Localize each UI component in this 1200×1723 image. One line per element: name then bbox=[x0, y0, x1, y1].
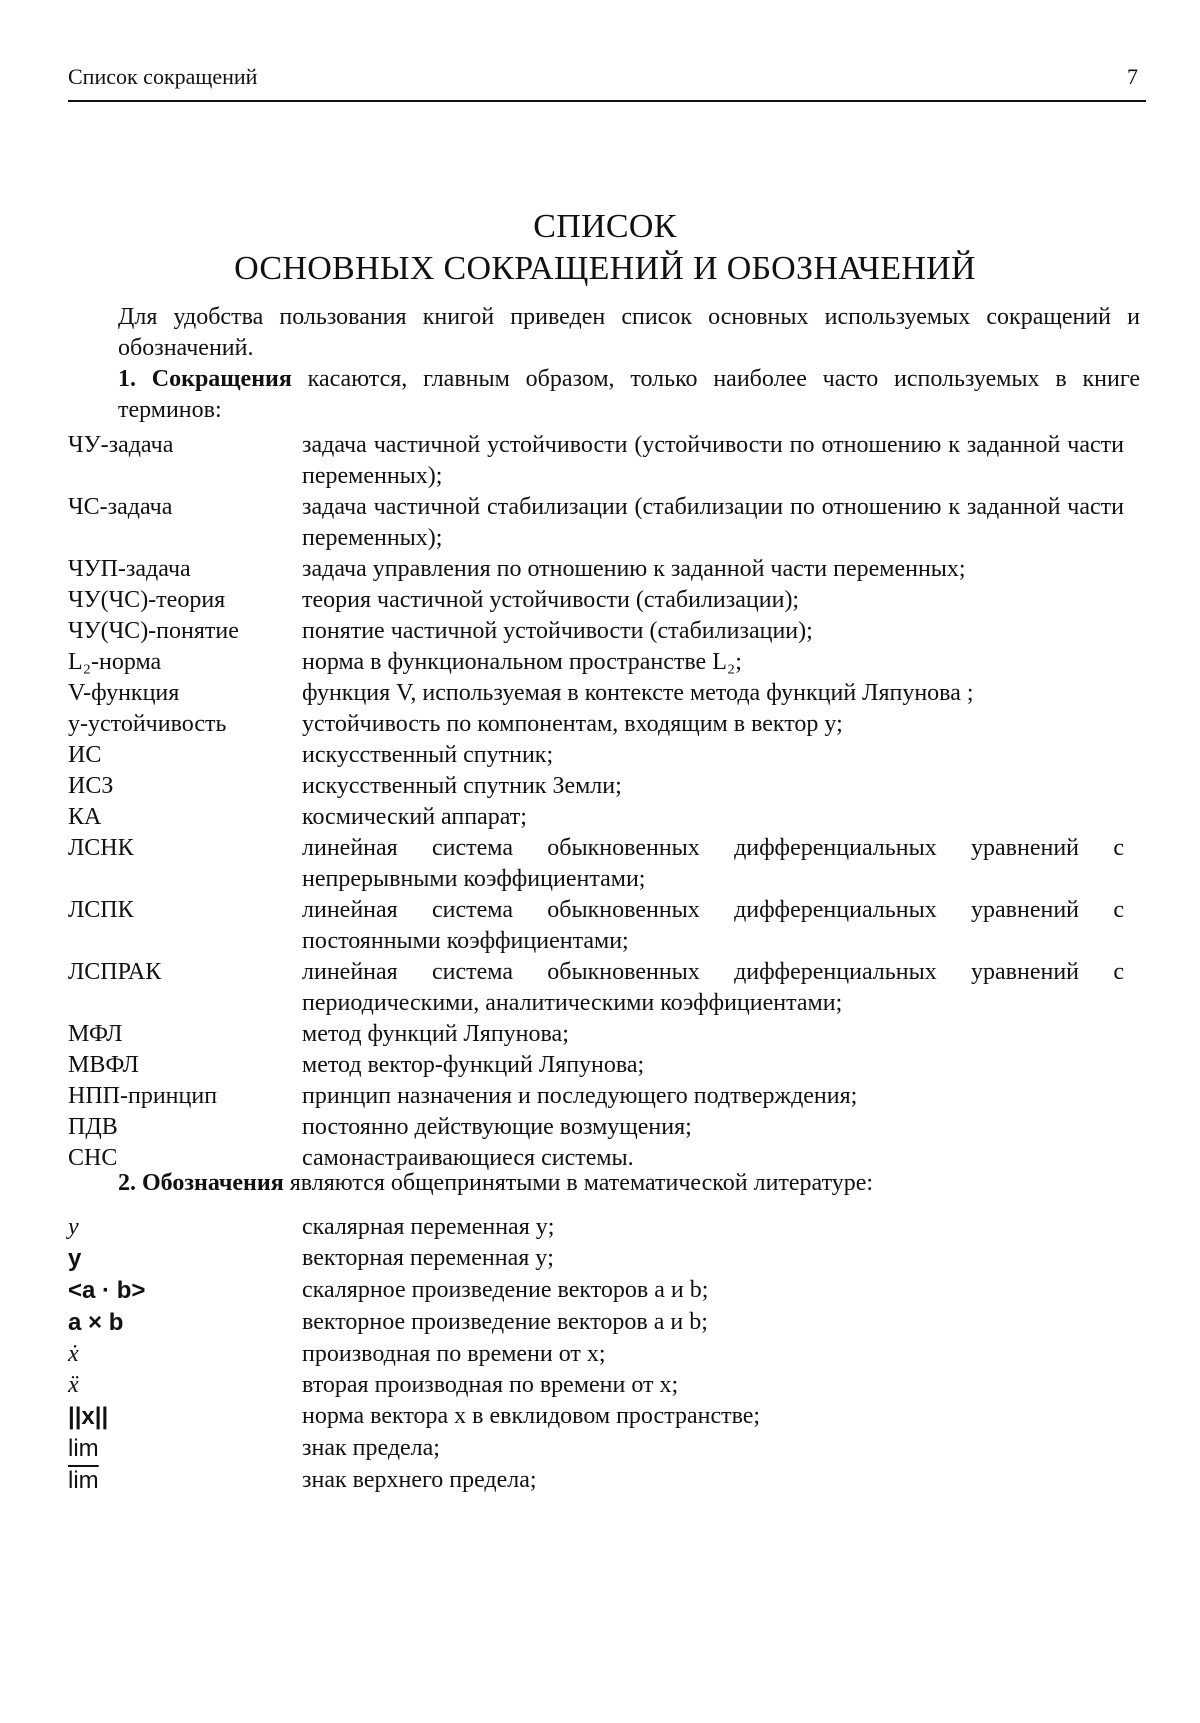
intro-text: Для удобства пользования книгой приведен список основных используемых сокращений и обозначений. bbox=[118, 304, 1140, 361]
abbreviation-row bbox=[68, 709, 1124, 740]
abbreviation-definition: понятие частичной устойчивости (стабилизации); bbox=[302, 618, 813, 644]
abbreviation-row bbox=[68, 1112, 1124, 1143]
abbreviation-row bbox=[68, 1050, 1124, 1081]
abbreviation-definition: теория частичной устойчивости (стабилизации); bbox=[302, 587, 800, 613]
abbreviation-row bbox=[68, 1019, 1124, 1050]
abbreviation-definition: принцип назначения и последующего подтверждения; bbox=[302, 1083, 858, 1109]
notation-definition: векторное произведение векторов a и b; bbox=[302, 1309, 708, 1335]
abbreviation-definition: линейная система обыкновенных дифференциальных уравнений с непрерывными коэффициентами; bbox=[302, 835, 1124, 892]
abbreviation-definition: устойчивость по компонентам, входящим в вектор у; bbox=[302, 711, 843, 737]
running-head-section: Список сокращений bbox=[68, 64, 258, 89]
abbreviation-term: ЛСПК bbox=[68, 897, 134, 923]
abbreviation-definition: постоянно действующие возмущения; bbox=[302, 1114, 692, 1140]
notation-row bbox=[68, 1339, 1124, 1370]
abbreviation-definition: искусственный спутник Земли; bbox=[302, 773, 622, 799]
abbreviation-row bbox=[68, 430, 1124, 492]
section1-heading: 1. Сокращения bbox=[118, 366, 292, 392]
abbreviation-term: ЧС-задача bbox=[68, 494, 173, 520]
notation-symbol: lim bbox=[68, 1435, 99, 1462]
page-number: 7 bbox=[1127, 64, 1138, 89]
notation-row bbox=[68, 1212, 1124, 1243]
abbreviation-row bbox=[68, 678, 1124, 709]
notation-symbol: <a · b> bbox=[68, 1277, 146, 1304]
abbreviation-row bbox=[68, 492, 1124, 554]
abbreviation-term: L₂-норма bbox=[68, 649, 162, 675]
abbreviation-row bbox=[68, 802, 1124, 833]
notation-symbol: ẋ bbox=[68, 1341, 79, 1367]
abbreviation-term: ЧУ-задача bbox=[68, 432, 174, 458]
notation-row bbox=[68, 1433, 1124, 1465]
abbreviation-row bbox=[68, 1081, 1124, 1112]
abbreviation-definition: задача частичной стабилизации (стабилизации по отношению к заданной части переменных); bbox=[302, 494, 1124, 551]
abbreviation-term: КА bbox=[68, 804, 102, 830]
abbreviation-row bbox=[68, 895, 1124, 957]
notation-definition: скалярное произведение векторов a и b; bbox=[302, 1277, 709, 1303]
abbreviation-definition: искусственный спутник; bbox=[302, 742, 554, 768]
abbreviation-row bbox=[68, 585, 1124, 616]
abbreviation-term: ПДВ bbox=[68, 1114, 118, 1140]
notation-symbol: ẍ bbox=[68, 1372, 79, 1398]
abbreviation-row bbox=[68, 554, 1124, 585]
abbreviation-row bbox=[68, 647, 1124, 678]
notations-table bbox=[68, 1212, 1124, 1497]
title-line-1: СПИСОК bbox=[533, 208, 677, 245]
abbreviation-row bbox=[68, 616, 1124, 647]
section2-text bbox=[68, 1168, 1140, 1199]
abbreviation-term: ЛСПРАК bbox=[68, 959, 162, 985]
abbreviation-term: ЧУ(ЧС)-теория bbox=[68, 587, 226, 613]
abbreviation-definition: метод вектор-функций Ляпунова; bbox=[302, 1052, 645, 1078]
notation-symbol: $\overline{lim}$ bbox=[68, 1467, 99, 1494]
notation-definition: скалярная переменная y; bbox=[302, 1214, 555, 1240]
notation-definition: вторая производная по времени от x; bbox=[302, 1372, 679, 1398]
section1-body: касаются, главным образом, только наиболее часто используемых в книге терминов: bbox=[118, 366, 1140, 423]
notation-symbol: a × b bbox=[68, 1309, 124, 1336]
abbreviation-term: у-устойчивость bbox=[68, 711, 227, 737]
abbreviation-row bbox=[68, 771, 1124, 802]
notation-symbol: y bbox=[68, 1214, 79, 1240]
abbreviation-term: ЧУП-задача bbox=[68, 556, 191, 582]
abbreviation-definition: задача частичной устойчивости (устойчивости по отношению к заданной части переменных); bbox=[302, 432, 1124, 489]
abbreviation-definition: линейная система обыкновенных дифференциальных уравнений с периодическими, аналитическими коэффициентами; bbox=[302, 959, 1124, 1016]
abbreviations-table bbox=[68, 430, 1124, 1174]
section1-text bbox=[68, 364, 1140, 426]
notation-definition: знак верхнего предела; bbox=[302, 1467, 537, 1493]
section2-heading: 2. Обозначения bbox=[118, 1170, 284, 1196]
abbreviation-definition: космический аппарат; bbox=[302, 804, 527, 830]
notation-row bbox=[68, 1243, 1124, 1275]
notation-definition: знак предела; bbox=[302, 1435, 440, 1461]
title-line-2: ОСНОВНЫХ СОКРАЩЕНИЙ И ОБОЗНАЧЕНИЙ bbox=[234, 250, 976, 287]
notation-row bbox=[68, 1465, 1124, 1497]
notation-definition: производная по времени от x; bbox=[302, 1341, 606, 1367]
abbreviation-term: МВФЛ bbox=[68, 1052, 139, 1078]
abbreviation-row bbox=[68, 740, 1124, 771]
section2-body: являются общепринятыми в математической литературе: bbox=[283, 1170, 874, 1196]
notation-symbol: y bbox=[68, 1245, 82, 1272]
abbreviation-term: СНС bbox=[68, 1145, 118, 1171]
notation-symbol: ||x|| bbox=[68, 1403, 109, 1430]
abbreviation-definition: линейная система обыкновенных дифференциальных уравнений с постоянными коэффициентами; bbox=[302, 897, 1124, 954]
abbreviation-term: МФЛ bbox=[68, 1021, 123, 1047]
intro-paragraph bbox=[68, 302, 1140, 364]
abbreviation-term: V-функция bbox=[68, 680, 180, 706]
abbreviation-term: ИС bbox=[68, 742, 102, 768]
notation-row bbox=[68, 1401, 1124, 1433]
abbreviation-term: ИСЗ bbox=[68, 773, 114, 799]
abbreviation-row bbox=[68, 957, 1124, 1019]
abbreviation-definition: норма в функциональном пространстве L₂; bbox=[302, 649, 742, 675]
page-title bbox=[60, 206, 1150, 290]
section2-paragraph bbox=[68, 1168, 1140, 1199]
notation-row bbox=[68, 1275, 1124, 1307]
abbreviation-term: НПП-принцип bbox=[68, 1083, 218, 1109]
section1-paragraph bbox=[68, 364, 1140, 426]
abbreviation-definition: метод функций Ляпунова; bbox=[302, 1021, 569, 1047]
abbreviation-row bbox=[68, 833, 1124, 895]
abbreviation-definition: задача управления по отношению к заданной части переменных; bbox=[302, 556, 966, 582]
abbreviation-term: ЧУ(ЧС)-понятие bbox=[68, 618, 239, 644]
abbreviation-definition: самонастраивающиеся системы. bbox=[302, 1145, 634, 1171]
notation-definition: норма вектора x в евклидовом пространстве; bbox=[302, 1403, 761, 1429]
notation-row bbox=[68, 1370, 1124, 1401]
notation-row bbox=[68, 1307, 1124, 1339]
abbreviation-definition: функция V, используемая в контексте метода функций Ляпунова ; bbox=[302, 680, 974, 706]
notation-definition: векторная переменная y; bbox=[302, 1245, 554, 1271]
abbreviation-term: ЛСНК bbox=[68, 835, 134, 861]
running-head bbox=[68, 62, 1146, 102]
